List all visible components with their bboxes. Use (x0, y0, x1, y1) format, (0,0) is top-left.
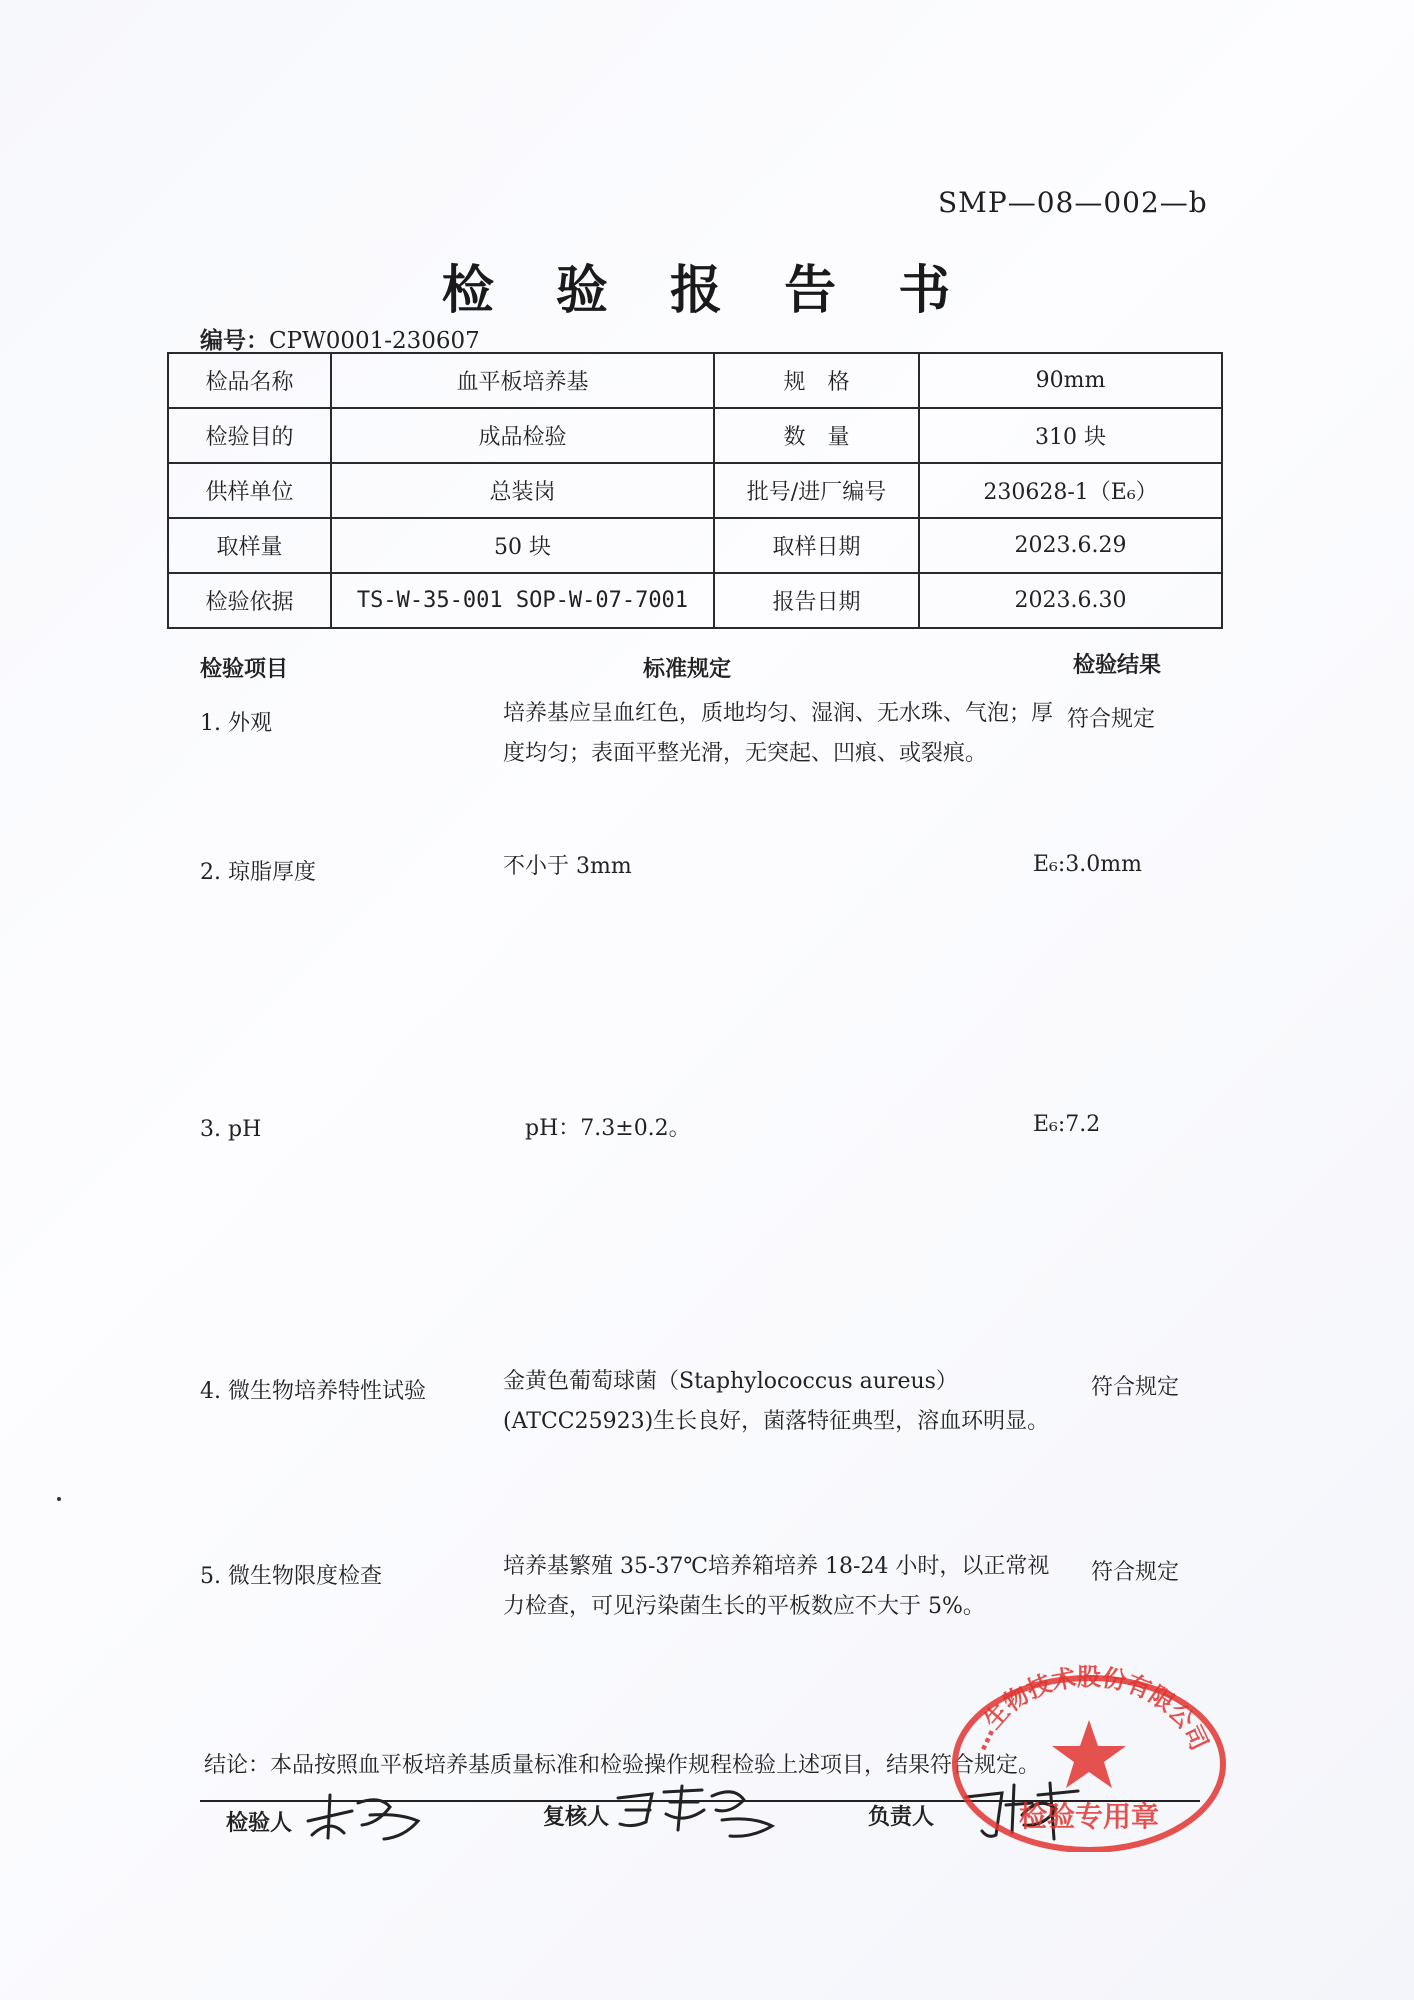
speck-mark (57, 1497, 61, 1501)
item-name: 3. pH (200, 1117, 262, 1142)
report-number-value: CPW0001-230607 (269, 328, 480, 354)
table-value: 50 块 (331, 518, 714, 573)
inspection-seal-stamp (948, 1662, 1230, 1852)
info-table (167, 352, 1223, 629)
item-standard: 金黄色葡萄球菌（Staphylococcus aureus）(ATCC25923)生长良好，菌落特征典型，溶血环明显。 (503, 1369, 1050, 1434)
item-result: E₆:3.0mm (1033, 852, 1143, 877)
table-value: 310 块 (919, 408, 1222, 463)
table-value: 血平板培养基 (331, 353, 714, 408)
page-title: 检 验 报 告 书 (441, 260, 973, 321)
seal-bottom-text: 检验专用章 (1018, 1800, 1160, 1833)
table-label: 报告日期 (714, 573, 919, 628)
report-number (200, 322, 480, 355)
item-name: 5. 微生物限度检查 (200, 1564, 382, 1589)
table-value: 230628-1（E₆） (919, 463, 1222, 518)
item-result: 符合规定 (1067, 707, 1156, 732)
item-result: 符合规定 (1091, 1560, 1180, 1585)
table-label: 规 格 (714, 353, 919, 408)
table-row (168, 518, 1222, 573)
conclusion-text: 结论：本品按照血平板培养基质量标准和检验操作规程检验上述项目，结果符合规定。 (204, 1753, 1041, 1778)
table-value: TS-W-35-001 SOP-W-07-7001 (331, 573, 714, 628)
inspector-label: 检验人 (226, 1810, 293, 1836)
table-value: 总装岗 (331, 463, 714, 518)
table-value: 成品检验 (331, 408, 714, 463)
table-label: 供样单位 (168, 463, 331, 518)
responsible-label: 负责人 (868, 1804, 935, 1830)
table-label: 检品名称 (168, 353, 331, 408)
report-number-label: 编号： (200, 327, 269, 354)
table-label: 批号/进厂编号 (714, 463, 919, 518)
table-value: 90mm (919, 353, 1222, 408)
reviewer-signature (612, 1780, 782, 1845)
table-value: 2023.6.29 (919, 518, 1222, 573)
item-standard: 培养基繁殖 35-37℃培养箱培养 18-24 小时，以正常视力检查，可见污染菌生长的平板数应不大于 5%。 (503, 1554, 1050, 1619)
seal-star-icon (1052, 1720, 1126, 1788)
item-name: 1. 外观 (200, 711, 272, 736)
table-value: 2023.6.30 (919, 573, 1222, 628)
table-label: 检验目的 (168, 408, 331, 463)
item-result: E₆:7.2 (1033, 1112, 1101, 1137)
table-row (168, 463, 1222, 518)
table-row (168, 408, 1222, 463)
table-label: 取样日期 (714, 518, 919, 573)
table-label: 取样量 (168, 518, 331, 573)
table-label: 数 量 (714, 408, 919, 463)
reviewer-label: 复核人 (543, 1804, 610, 1830)
seal-top-text: …生物技术股份有限公司 (964, 1663, 1214, 1755)
item-name: 2. 琼脂厚度 (200, 860, 316, 885)
column-header-standard: 标准规定 (643, 656, 732, 682)
column-header-item: 检验项目 (200, 656, 289, 682)
document-code: SMP—08—002—b (938, 186, 1208, 219)
table-row (168, 573, 1222, 628)
table-label: 检验依据 (168, 573, 331, 628)
item-standard: 培养基应呈血红色，质地均匀、湿润、无水珠、气泡；厚度均匀；表面平整光滑，无突起、凹痕、或裂痕。 (503, 701, 1054, 766)
inspector-signature (300, 1783, 440, 1843)
item-name: 4. 微生物培养特性试验 (200, 1379, 426, 1404)
item-result: 符合规定 (1091, 1375, 1180, 1400)
table-row (168, 353, 1222, 408)
item-standard: pH：7.3±0.2。 (525, 1116, 691, 1141)
column-header-result: 检验结果 (1073, 652, 1162, 678)
item-standard: 不小于 3mm (503, 854, 632, 879)
